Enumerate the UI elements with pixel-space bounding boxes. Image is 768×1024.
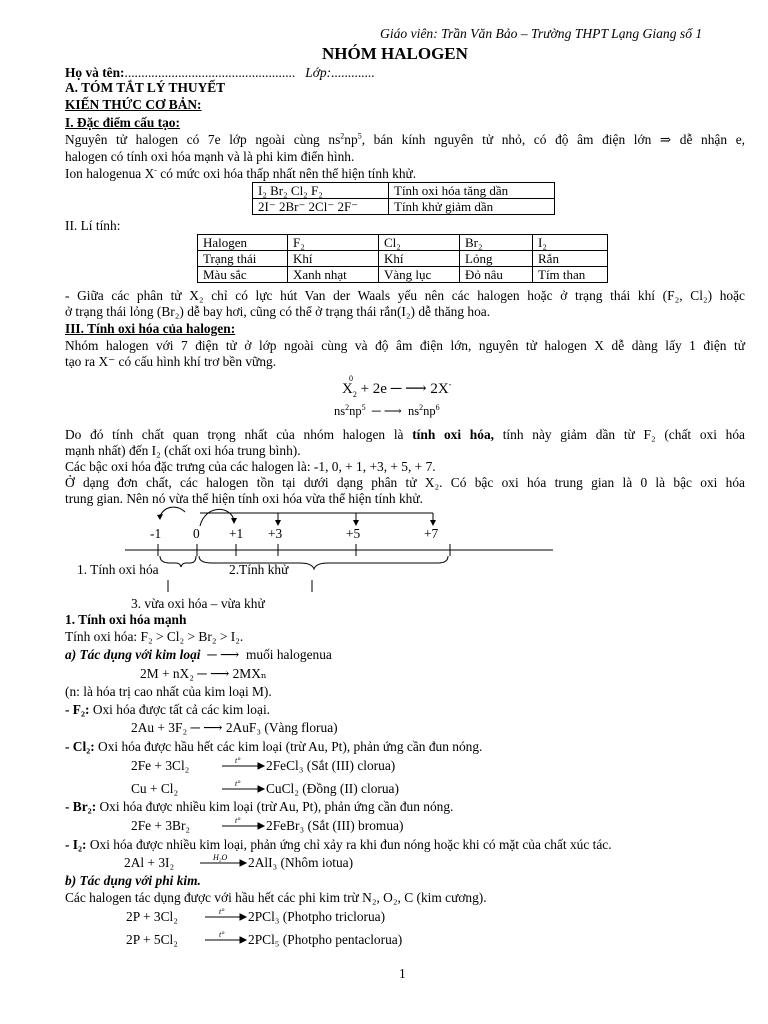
- pcl3-product: 2PCl₃ (Photpho triclorua): [248, 909, 386, 924]
- section-a-heading: A. TÓM TẮT LÝ THUYẾT: [65, 80, 226, 95]
- oxid-brace: [160, 556, 196, 567]
- page-title: NHÓM HALOGEN: [322, 44, 468, 63]
- arc-to-minus1: [160, 507, 185, 516]
- valence-note: (n: là hóa trị cao nhất của kim loại M).: [65, 684, 272, 699]
- scale-label: +7: [424, 526, 439, 541]
- arrowhead: [157, 514, 163, 520]
- table-cell: Xanh nhạt: [288, 267, 379, 283]
- oxidation-number: 0: [349, 374, 353, 383]
- trend-oxidation: Tính oxi hóa tăng dần: [389, 183, 555, 199]
- structure-paragraph-line1: Nguyên tử halogen có 7e lớp ngoài cùng $ns^2np^5$, bán kính nguyên tử nhỏ, có độ âm điện lớn ⇒ dễ nhận e,: [65, 131, 745, 147]
- br2-line: - Br₂: Oxi hóa được nhiều kim loại (trừ Au, Pt), phản ứng cần đun nóng.: [65, 799, 454, 814]
- name-blank: ...................................................: [124, 65, 296, 80]
- structure-heading: I. Đặc điểm cấu tạo:: [65, 115, 180, 130]
- table-cell: Trạng thái: [198, 251, 288, 267]
- condition-water: H₂O: [213, 853, 228, 862]
- condition-heat: t°: [219, 930, 225, 939]
- electron-gain-equation: $X_2 + 2e$ ─ ⟶ 2X-: [342, 380, 452, 399]
- br2-equation-product: 2FeBr₃ (Sắt (III) bromua): [266, 818, 404, 833]
- table-cell: F₂: [288, 235, 379, 251]
- scale-label: +1: [229, 526, 244, 541]
- halide-ion-line: Ion halogenua X- có mức oxi hóa thấp nhất nên thể hiện tính khử.: [65, 165, 417, 181]
- nonmetal-paragraph: Các halogen tác dụng được với hầu hết các phi kim trừ N₂, O₂, C (kim cương).: [65, 890, 487, 905]
- table-cell: Lỏng: [460, 251, 533, 267]
- oxidation-heading: III. Tính oxi hóa của halogen:: [65, 321, 236, 336]
- strong-oxidation-heading: 1. Tính oxi hóa mạnh: [65, 612, 187, 627]
- condition-heat: t°: [235, 756, 241, 765]
- table-cell: Màu sắc: [198, 267, 288, 283]
- structure-paragraph-line2: halogen có tính oxi hóa mạnh và là phi kim điển hình.: [65, 149, 355, 164]
- table-cell: Khí: [288, 251, 379, 267]
- condition-heat: t°: [235, 779, 241, 788]
- nonmetal-heading: b) Tác dụng với phi kim.: [65, 873, 201, 888]
- oxidation-order: Tính oxi hóa: F₂ > Cl₂ > Br₂ > I₂.: [65, 629, 244, 644]
- condition-heat: t°: [219, 907, 225, 916]
- configuration-equation: $ns^2np^5$ ─ ⟶ $ns^2np^6$: [334, 402, 440, 418]
- f2-line: - F₂: Oxi hóa được tất cả các kim loại.: [65, 702, 271, 717]
- class-blank: .............: [331, 65, 375, 80]
- pcl5-equation: 2P + 5Cl₂: [126, 932, 178, 947]
- cl2-equation-2: Cu + Cl₂: [131, 781, 179, 796]
- table-cell: Khí: [379, 251, 460, 267]
- trend-reduction: Tính khử giảm dần: [389, 199, 555, 215]
- trend-ions: 2I⁻ 2Br⁻ 2Cl⁻ 2F⁻: [253, 199, 389, 215]
- table-cell: Br₂: [460, 235, 533, 251]
- physical-heading: II. Lí tính:: [65, 218, 121, 233]
- teacher-header: Giáo viên: Trần Văn Bảo – Trường THPT Lạng Giang số 1: [380, 26, 703, 41]
- cl2-equation-2-product: CuCl₂ (Đồng (II) clorua): [266, 781, 399, 796]
- both-label: 3. vừa oxi hóa – vừa khử: [131, 596, 265, 611]
- pcl5-product: 2PCl₅ (Photpho pentaclorua): [248, 932, 403, 947]
- table-cell: Cl₂: [379, 235, 460, 251]
- i2-equation-product: 2AlI₃ (Nhôm iotua): [248, 855, 354, 870]
- scale-label: +5: [346, 526, 361, 541]
- oxidation-paragraph-line2: tạo ra X⁻ có cấu hình khí trơ bền vững.: [65, 354, 277, 369]
- metal-reaction-heading: a) Tác dụng với kim loại ─ ⟶ muối halogenua: [65, 647, 332, 662]
- scale-label: +3: [268, 526, 283, 541]
- i2-line: - I₂: Oxi hóa được nhiều kim loại, phản ứng chỉ xảy ra khi đun nóng hoặc khi có mặt của chất xúc tác.: [65, 837, 612, 852]
- table-cell: Đỏ nâu: [460, 267, 533, 283]
- element-state-line2: trung gian. Nên nó vừa thể hiện tính oxi hóa vừa thể hiện tính khử.: [65, 491, 423, 506]
- table-cell: Rắn: [533, 251, 608, 267]
- table-cell: Vàng lục: [379, 267, 460, 283]
- metal-general-equation: 2M + nX₂ ─ ⟶ 2MXₙ: [140, 666, 267, 681]
- trend-molecules: I₂ Br₂ Cl₂ F₂: [253, 183, 389, 199]
- class-label: Lớp:: [305, 65, 332, 80]
- i2-equation: 2Al + 3I₂: [124, 855, 175, 870]
- element-state-line1: Ở dạng đơn chất, các halogen tồn tại dưới dạng phân tử X₂. Có bậc oxi hóa trung gian là 0 là bậc oxi hóa: [65, 475, 745, 490]
- table-cell: I₂: [533, 235, 608, 251]
- table-cell: Halogen: [198, 235, 288, 251]
- table-cell: Tím than: [533, 267, 608, 283]
- physical-paragraph-line2: ở trạng thái lỏng (Br₂) dễ bay hơi, cũng có thể ở trạng thái rắn(I₂) dễ thăng hoa.: [65, 304, 491, 319]
- pcl3-equation: 2P + 3Cl₂: [126, 909, 178, 924]
- scale-label: -1: [150, 526, 162, 541]
- arc-to-plus1: [200, 509, 234, 526]
- cl2-line: - Cl₂: Oxi hóa được hầu hết các kim loại (trừ Au, Pt), phản ứng cần đun nóng.: [65, 739, 483, 754]
- f2-equation: 2Au + 3F₂ ─ ⟶ 2AuF₃ (Vàng florua): [131, 720, 338, 735]
- arrowhead: [231, 518, 237, 524]
- reduction-label: 2.Tính khử: [229, 562, 289, 577]
- page-number: 1: [399, 966, 406, 981]
- cl2-equation-1: 2Fe + 3Cl₂: [131, 758, 190, 773]
- name-label: Họ và tên:: [65, 65, 125, 80]
- oxidation-paragraph-line3: Do đó tính chất quan trọng nhất của nhóm halogen là tính oxi hóa, tính này giảm dần từ F₂ (chất oxi hóa: [65, 427, 745, 442]
- physical-paragraph-line1: - Giữa các phân tử X₂ chỉ có lực hút Van der Waals yếu nên các halogen hoặc ở trạng thái khí (F₂, Cl₂) hoặc: [65, 288, 745, 303]
- oxidation-states-line: Các bậc oxi hóa đặc trưng của các halogen là: -1, 0, + 1, +3, + 5, + 7.: [65, 459, 436, 474]
- oxidation-paragraph-line4: mạnh nhất) đến I₂ (chất oxi hóa trung bình).: [65, 443, 301, 458]
- condition-heat: t°: [235, 816, 241, 825]
- oxidation-label: 1. Tính oxi hóa: [77, 562, 159, 577]
- br2-equation: 2Fe + 3Br₂: [131, 818, 191, 833]
- scale-label: 0: [193, 526, 200, 541]
- cl2-equation-1-product: 2FeCl₃ (Sắt (III) clorua): [266, 758, 396, 773]
- oxidation-paragraph-line1: Nhóm halogen với 7 điện tử ở lớp ngoài cùng và độ âm điện lớn, nguyên tử halogen X dễ dàng lấy 1 điện tử: [65, 338, 745, 353]
- basics-heading: KIẾN THỨC CƠ BẢN:: [65, 97, 202, 112]
